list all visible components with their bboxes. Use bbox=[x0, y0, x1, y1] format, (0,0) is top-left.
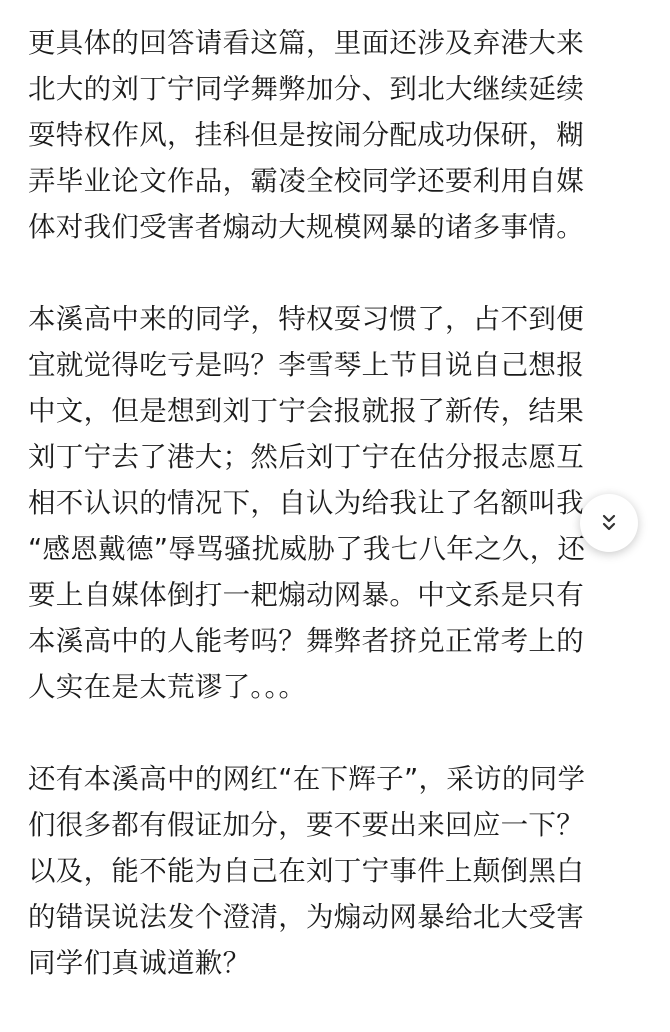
text-line: 本溪高中来的同学，特权耍习惯了，占不到便 bbox=[28, 303, 584, 335]
text-line: 还有本溪高中的网红“在下辉子”，采访的同学 bbox=[28, 763, 586, 795]
text-line: 更具体的回答请看这篇，里面还涉及弃港大来 bbox=[28, 27, 584, 59]
text-line: 宜就觉得吃亏是吗？李雪琴上节目说自己想报 bbox=[28, 349, 584, 381]
text-line: 相不认识的情况下，自认为给我让了名额叫我 bbox=[28, 487, 584, 519]
text-line: 中文，但是想到刘丁宁会报就报了新传，结果 bbox=[28, 395, 584, 427]
paragraph-2 bbox=[28, 296, 646, 710]
scroll-down-button[interactable] bbox=[580, 494, 638, 552]
paragraph-3 bbox=[28, 756, 646, 986]
text-line: 要上自媒体倒打一耙煽动网暴。中文系是只有 bbox=[28, 579, 584, 611]
text-line: 的错误说法发个澄清，为煽动网暴给北大受害 bbox=[28, 901, 584, 933]
text-line: 刘丁宁去了港大；然后刘丁宁在估分报志愿互 bbox=[28, 441, 584, 473]
text-line: 本溪高中的人能考吗？舞弊者挤兑正常考上的 bbox=[28, 625, 584, 657]
text-line: “感恩戴德”辱骂骚扰威胁了我七八年之久，还 bbox=[28, 533, 586, 565]
paragraph-1 bbox=[28, 20, 646, 250]
text-line: 北大的刘丁宁同学舞弊加分、到北大继续延续 bbox=[28, 73, 584, 105]
article-body bbox=[28, 20, 646, 1032]
text-line: 体对我们受害者煽动大规模网暴的诸多事情。 bbox=[28, 211, 584, 243]
text-line: 人实在是太荒谬了。。。 bbox=[28, 671, 307, 703]
text-line: 们很多都有假证加分，要不要出来回应一下？ bbox=[28, 809, 584, 841]
text-line: 同学们真诚道歉？ bbox=[28, 947, 251, 979]
double-chevron-down-icon bbox=[597, 511, 621, 535]
text-line: 弄毕业论文作品，霸凌全校同学还要利用自媒 bbox=[28, 165, 584, 197]
text-line: 耍特权作风，挂科但是按闹分配成功保研，糊 bbox=[28, 119, 584, 151]
text-line: 以及，能不能为自己在刘丁宁事件上颠倒黑白 bbox=[28, 855, 584, 887]
